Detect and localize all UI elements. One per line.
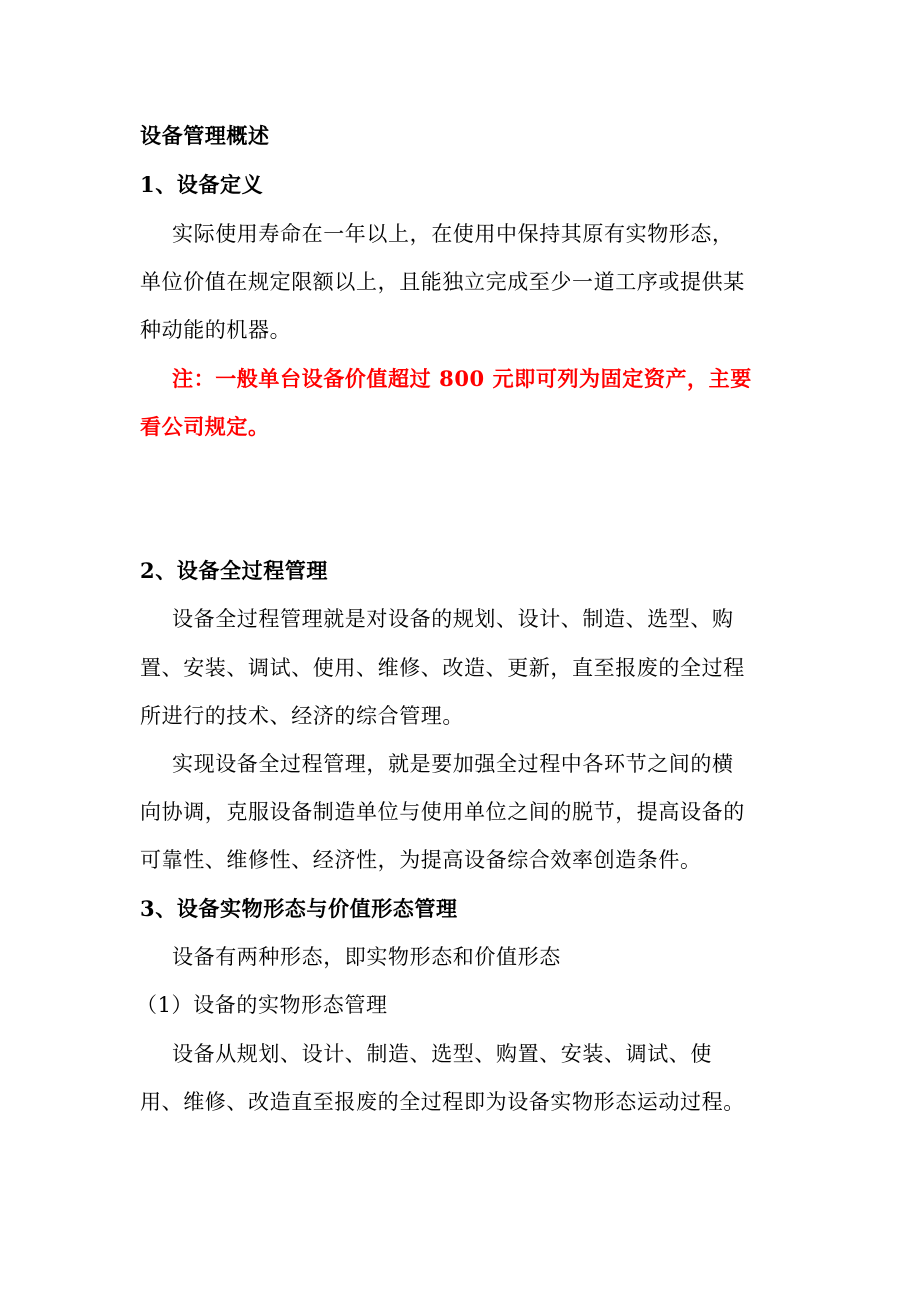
section-1-heading: 1、设备定义 (140, 172, 264, 197)
section-1-note-line: 注：一般单台设备价值超过 800 元即可列为固定资产，主要 (172, 366, 752, 391)
section-2-paragraph-line: 实现设备全过程管理，就是要加强全过程中各环节之间的横 (172, 752, 734, 776)
section-3-heading: 3、设备实物形态与价值形态管理 (140, 896, 458, 921)
section-3-subheading: （1）设备的实物形态管理 (136, 993, 388, 1017)
section-2-paragraph-line: 向协调，克服设备制造单位与使用单位之间的脱节，提高设备的 (140, 800, 745, 824)
section-1-paragraph-line: 实际使用寿命在一年以上，在使用中保持其原有实物形态， (172, 222, 734, 246)
section-1-note-line: 看公司规定。 (140, 414, 270, 439)
section-2-paragraph-line: 所进行的技术、经济的综合管理。 (140, 704, 464, 728)
document-title: 设备管理概述 (140, 123, 270, 148)
section-3-paragraph: 设备有两种形态，即实物形态和价值形态 (172, 945, 561, 969)
section-3-paragraph-line: 用、维修、改造直至报废的全过程即为设备实物形态运动过程。 (140, 1090, 745, 1114)
section-1-paragraph-line: 单位价值在规定限额以上，且能独立完成至少一道工序或提供某 (140, 270, 745, 294)
section-3-paragraph-line: 设备从规划、设计、制造、选型、购置、安装、调试、使 (172, 1042, 712, 1066)
section-2-paragraph-line: 设备全过程管理就是对设备的规划、设计、制造、选型、购 (172, 607, 734, 631)
section-2-paragraph-line: 可靠性、维修性、经济性，为提高设备综合效率创造条件。 (140, 848, 702, 872)
section-1-paragraph-line: 种动能的机器。 (140, 318, 292, 342)
section-2-paragraph-line: 置、安装、调试、使用、维修、改造、更新，直至报废的全过程 (140, 656, 745, 680)
section-2-heading: 2、设备全过程管理 (140, 558, 329, 583)
